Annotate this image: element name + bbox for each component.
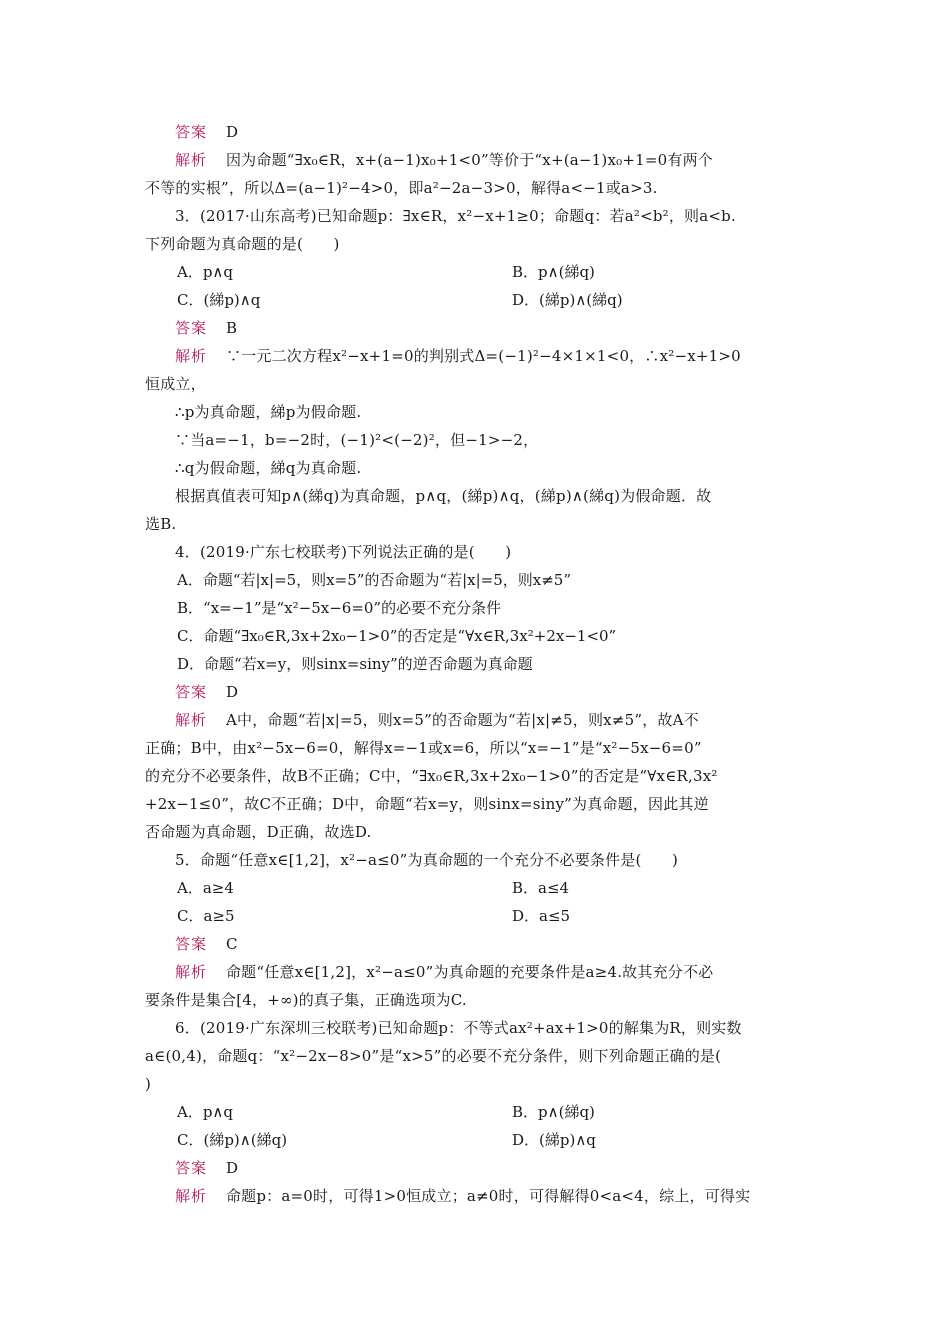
- q4-analysis-line-2: 正确；B中，由x²−5x−6=0，解得x=−1或x=6，所以“x=−1”是“x²−5x−6=0”: [145, 739, 702, 757]
- q4-answer: D: [225, 683, 239, 701]
- q3-stem-line-2: 下列命题为真命题的是( ): [145, 235, 340, 253]
- q3-analysis-line-4: ∵当a=−1，b=−2时，(−1)²<(−2)²，但−1>−2，: [175, 431, 539, 449]
- q6-stem-line-3: ): [145, 1075, 152, 1093]
- q4-answer-line: [175, 682, 835, 702]
- q3-option-d: D．(綈p)∧(綈q): [512, 291, 623, 309]
- q5-option-c: C．a≥5: [177, 907, 235, 925]
- answer-label: 答案: [175, 683, 208, 701]
- analysis-label: 解析: [175, 151, 208, 169]
- q3-answer: B: [225, 319, 238, 337]
- q2-analysis-line-2: 不等的实根”，所以Δ=(a−1)²−4>0，即a²−2a−3>0，解得a<−1或a>3.: [145, 179, 658, 197]
- q3-analysis-line-2: 恒成立，: [145, 375, 206, 393]
- q4-analysis-1: A中，命题“若|x|=5，则x=5”的否命题为“若|x|≠5，则x≠5”，故A不: [225, 711, 699, 729]
- q6-stem-line-2: a∈(0,4)，命题q：“x²−2x−8>0”是“x>5”的必要不充分条件，则下列命题正确的是(: [145, 1047, 722, 1065]
- q6-answer: D: [225, 1159, 239, 1177]
- q4-option-a: A．命题“若|x|=5，则x=5”的否命题为“若|x|=5，则x≠5”: [177, 571, 572, 589]
- q4-analysis-line-4: +2x−1≤0”，故C不正确；D中，命题“若x=y，则sinx=siny”为真命题，因此其逆: [145, 795, 709, 813]
- q2-answer-line: [175, 122, 835, 142]
- q6-stem-line-1: 6．(2019·广东深圳三校联考)已知命题p：不等式ax²+ax+1>0的解集为R，则实数: [175, 1019, 742, 1037]
- q5-stem: 5．命题“任意x∈[1,2]，x²−a≤0”为真命题的一个充分不必要条件是( ): [175, 851, 679, 869]
- q3-analysis-line-6: 根据真值表可知p∧(綈q)为真命题，p∧q，(綈p)∧q，(綈p)∧(綈q)为假命题．故: [175, 487, 712, 505]
- q4-stem: 4．(2019·广东七校联考)下列说法正确的是( ): [175, 543, 512, 561]
- q3-option-c: C．(綈p)∧q: [177, 291, 261, 309]
- analysis-label: 解析: [175, 963, 208, 981]
- analysis-label: 解析: [175, 711, 208, 729]
- q4-option-d: D．命题“若x=y，则sinx=siny”的逆否命题为真命题: [177, 655, 533, 673]
- q3-stem-line-1: 3．(2017·山东高考)已知命题p：∃x∈R，x²−x+1≥0；命题q：若a²<b²，则a<b.: [175, 207, 736, 225]
- q2-analysis-1: 因为命题“∃x₀∈R，x+(a−1)x₀+1<0”等价于“x+(a−1)x₀+1=0有两个: [225, 151, 713, 169]
- q4-option-c: C．命题“∃x₀∈R,3x+2x₀−1>0”的否定是“∀x∈R,3x²+2x−1<0”: [177, 627, 617, 645]
- q5-analysis-line-1: [175, 962, 835, 982]
- q6-option-c: C．(綈p)∧(綈q): [177, 1131, 288, 1149]
- q3-analysis-line-5: ∴q为假命题，綈q为真命题.: [175, 459, 362, 477]
- q3-analysis-line-3: ∴p为真命题，綈p为假命题.: [175, 403, 362, 421]
- analysis-label: 解析: [175, 347, 208, 365]
- q3-option-b: B．p∧(綈q): [512, 263, 595, 281]
- q4-analysis-line-5: 否命题为真命题，D正确，故选D.: [145, 823, 372, 841]
- q3-analysis-line-1: [175, 346, 835, 366]
- q4-analysis-line-3: 的充分不必要条件，故B不正确；C中，“∃x₀∈R,3x+2x₀−1>0”的否定是“∀x∈R,3x²: [145, 767, 718, 785]
- q2-analysis-line-1: [175, 150, 835, 170]
- q2-answer: D: [225, 123, 239, 141]
- q5-analysis-line-2: 要条件是集合[4，+∞)的真子集，正确选项为C.: [145, 991, 467, 1009]
- q5-option-d: D．a≤5: [512, 907, 571, 925]
- q5-option-a: A．a≥4: [177, 879, 234, 897]
- q3-analysis-1: ∵一元二次方程x²−x+1=0的判别式Δ=(−1)²−4×1×1<0，∴x²−x+1>0: [225, 347, 741, 365]
- answer-label: 答案: [175, 1159, 208, 1177]
- q6-answer-line: [175, 1158, 835, 1178]
- q5-answer: C: [225, 935, 238, 953]
- answer-label: 答案: [175, 319, 208, 337]
- q4-analysis-line-1: [175, 710, 835, 730]
- q6-option-d: D．(綈p)∧q: [512, 1131, 596, 1149]
- analysis-label: 解析: [175, 1187, 208, 1205]
- q6-analysis-1: 命题p：a=0时，可得1>0恒成立；a≠0时，可得解得0<a<4，综上，可得实: [225, 1187, 751, 1205]
- q3-option-a: A．p∧q: [177, 263, 234, 281]
- q6-option-b: B．p∧(綈q): [512, 1103, 595, 1121]
- q5-answer-line: [175, 934, 835, 954]
- q5-analysis-1: 命题“任意x∈[1,2]，x²−a≤0”为真命题的充要条件是a≥4.故其充分不必: [225, 963, 714, 981]
- answer-label: 答案: [175, 123, 208, 141]
- q3-answer-line: [175, 318, 835, 338]
- q3-analysis-line-7: 选B.: [145, 515, 177, 533]
- q5-option-b: B．a≤4: [512, 879, 570, 897]
- q4-option-b: B．“x=−1”是“x²−5x−6=0”的必要不充分条件: [177, 599, 502, 617]
- q6-analysis-line-1: [175, 1186, 835, 1206]
- answer-label: 答案: [175, 935, 208, 953]
- q6-option-a: A．p∧q: [177, 1103, 234, 1121]
